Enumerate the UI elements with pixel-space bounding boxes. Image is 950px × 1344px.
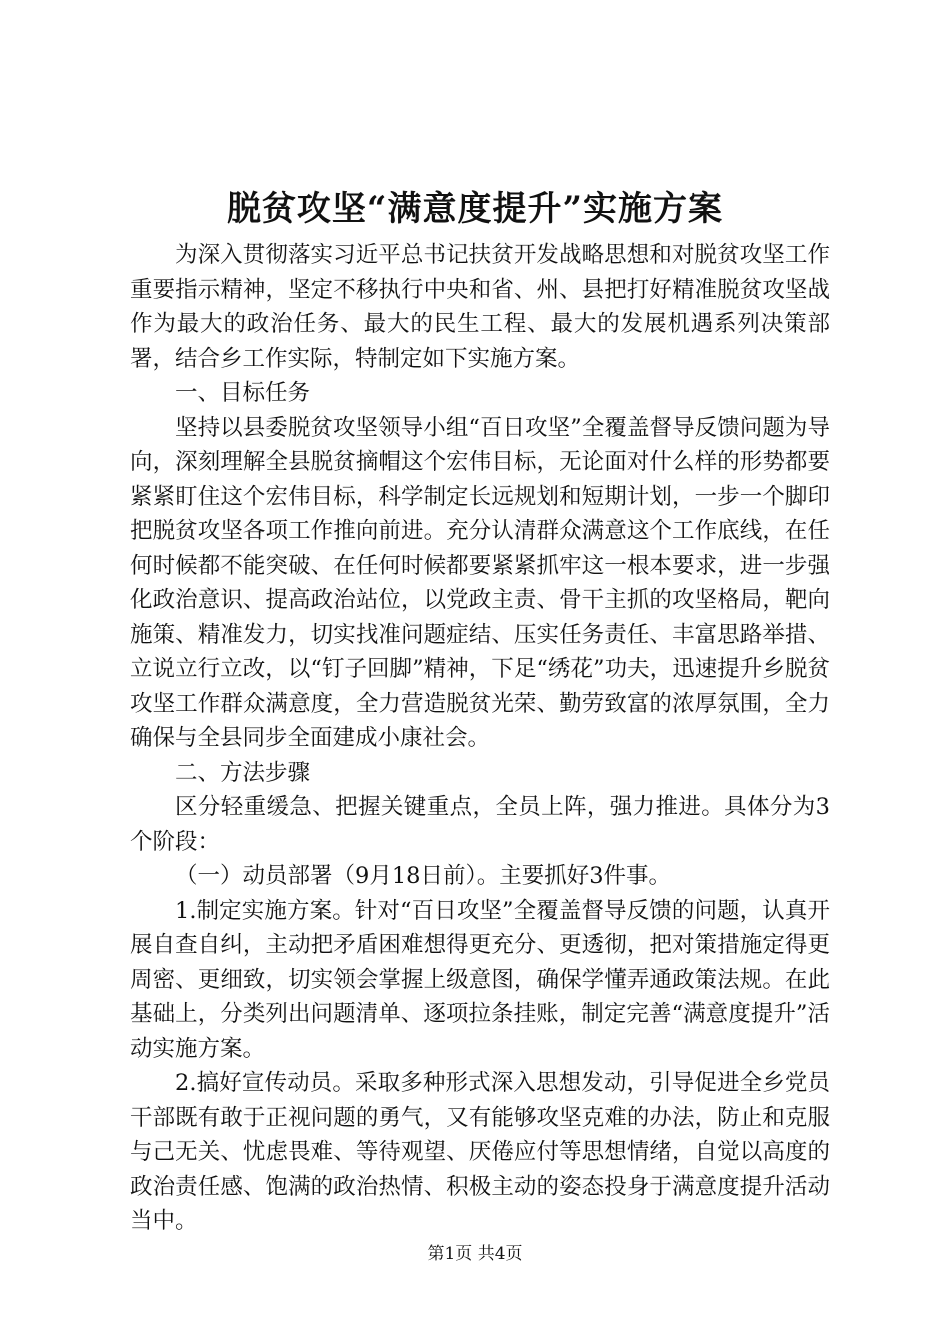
- paragraph-item-1: 1.制定实施方案。针对“百日攻坚”全覆盖督导反馈的问题，认真开展自查自纠，主动把矛盾困难想得更充分、更透彻，把对策措施定得更周密、更细致，切实领会掌握上级意图，确保学懂弄通政策法规。在此基础上，分类列出问题清单、逐项拉条挂账，制定完善“满意度提升”活动实施方案。: [130, 897, 830, 1062]
- paragraph-intro: 为深入贯彻落实习近平总书记扶贫开发战略思想和对脱贫攻坚工作重要指示精神，坚定不移执行中央和省、州、县把打好精准脱贫攻坚战作为最大的政治任务、最大的民生工程、最大的发展机遇系列决策部署，结合乡工作实际，特制定如下实施方案。: [130, 242, 830, 372]
- paragraph-item-2: 2.搞好宣传动员。采取多种形式深入思想发动，引导促进全乡党员干部既有敢于正视问题的勇气，又有能够攻坚克难的办法，防止和克服与己无关、忧虑畏难、等待观望、厌倦应付等思想情绪，自觉以高度的政治责任感、饱满的政治热情、积极主动的姿态投身于满意度提升活动当中。: [130, 1070, 830, 1234]
- subheading-stage-1: （一）动员部署（9月18日前）。主要抓好3件事。: [175, 863, 672, 889]
- paragraph-steps-overview: 区分轻重缓急、把握关键重点，全员上阵，强力推进。具体分为3个阶段：: [130, 794, 830, 855]
- document-body: [130, 238, 830, 1239]
- page-indicator: 第1页 共4页: [427, 1244, 523, 1264]
- document-title: 脱贫攻坚“满意度提升”实施方案: [226, 189, 724, 229]
- section-heading-steps: 二、方法步骤: [175, 759, 311, 786]
- section-heading-goals: 一、目标任务: [175, 380, 311, 406]
- paragraph-goals: 坚持以县委脱贫攻坚领导小组“百日攻坚”全覆盖督导反馈问题为导向，深刻理解全县脱贫摘帽这个宏伟目标，无论面对什么样的形势都要紧紧盯住这个宏伟目标，科学制定长远规划和短期计划，一步一个脚印把脱贫攻坚各项工作推向前进。充分认清群众满意这个工作底线，在任何时候都不能突破、在任何时候都要紧紧抓牢这一根本要求，进一步强化政治意识、提高政治站位，以党政主责、骨干主抓的攻坚格局，靶向施策、精准发力，切实找准问题症结、压实任务责任、丰富思路举措、立说立行立改，以“钉子回脚”精神，下足“绣花”功夫，迅速提升乡脱贫攻坚工作群众满意度，全力营造脱贫光荣、勤劳致富的浓厚氛围，全力确保与全县同步全面建成小康社会。: [130, 414, 830, 751]
